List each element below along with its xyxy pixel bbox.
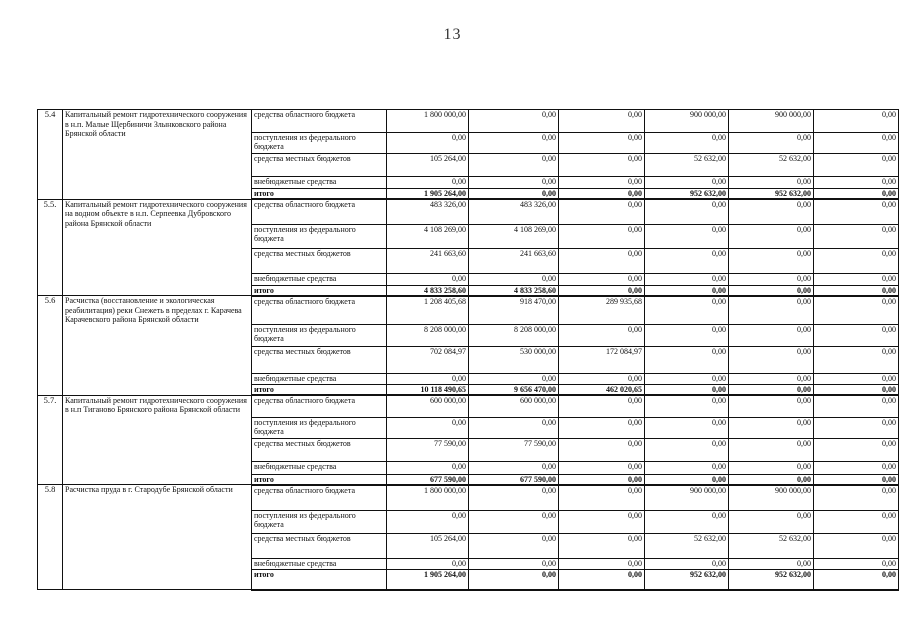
funding-source: средства местных бюджетов (252, 248, 387, 273)
amount-cell: 0,00 (469, 374, 559, 385)
amount-cell: 241 663,60 (387, 248, 469, 273)
table-row (38, 199, 899, 224)
amount-cell: 0,00 (814, 474, 899, 485)
amount-cell: 0,00 (729, 285, 814, 296)
amount-cell: 0,00 (814, 534, 899, 559)
amount-cell: 483 326,00 (469, 199, 559, 224)
amount-cell: 0,00 (469, 417, 559, 438)
amount-cell: 0,00 (729, 461, 814, 474)
amount-cell: 0,00 (559, 461, 645, 474)
amount-cell: 0,00 (559, 559, 645, 570)
funding-source: средства областного бюджета (252, 485, 387, 511)
amount-cell: 0,00 (814, 570, 899, 590)
amount-cell: 52 632,00 (645, 534, 729, 559)
amount-cell: 952 632,00 (729, 570, 814, 590)
amount-cell: 0,00 (387, 417, 469, 438)
amount-cell: 0,00 (645, 559, 729, 570)
amount-cell: 1 208 405,68 (387, 296, 469, 325)
amount-cell: 952 632,00 (729, 189, 814, 200)
amount-cell: 0,00 (559, 374, 645, 385)
amount-cell: 0,00 (645, 248, 729, 273)
funding-source: внебюджетные средства (252, 374, 387, 385)
amount-cell: 0,00 (814, 110, 899, 133)
funding-source: итого (252, 285, 387, 296)
amount-cell: 52 632,00 (729, 534, 814, 559)
amount-cell: 0,00 (469, 559, 559, 570)
amount-cell: 0,00 (559, 474, 645, 485)
amount-cell: 0,00 (814, 461, 899, 474)
amount-cell: 0,00 (559, 248, 645, 273)
amount-cell: 0,00 (814, 296, 899, 325)
amount-cell: 0,00 (814, 325, 899, 347)
amount-cell: 4 108 269,00 (387, 224, 469, 248)
amount-cell: 0,00 (729, 177, 814, 189)
amount-cell: 0,00 (814, 285, 899, 296)
amount-cell: 0,00 (645, 347, 729, 374)
amount-cell: 0,00 (814, 395, 899, 417)
amount-cell: 8 208 000,00 (469, 325, 559, 347)
amount-cell: 702 084,97 (387, 347, 469, 374)
amount-cell: 0,00 (729, 417, 814, 438)
amount-cell: 0,00 (729, 559, 814, 570)
amount-cell: 0,00 (469, 273, 559, 285)
amount-cell: 0,00 (469, 534, 559, 559)
amount-cell: 0,00 (469, 189, 559, 200)
amount-cell: 900 000,00 (645, 485, 729, 511)
amount-cell: 0,00 (469, 177, 559, 189)
amount-cell: 0,00 (559, 395, 645, 417)
funding-source: итого (252, 189, 387, 200)
section-name: Расчистка пруда в г. Стародубе Брянской области (63, 485, 252, 590)
amount-cell: 0,00 (469, 461, 559, 474)
amount-cell: 0,00 (469, 570, 559, 590)
amount-cell: 0,00 (559, 325, 645, 347)
amount-cell: 4 108 269,00 (469, 224, 559, 248)
funding-source: поступления из федерального бюджета (252, 417, 387, 438)
amount-cell: 0,00 (645, 325, 729, 347)
funding-source: итого (252, 570, 387, 590)
amount-cell: 462 020,65 (559, 385, 645, 396)
amount-cell: 4 833 258,60 (387, 285, 469, 296)
amount-cell: 0,00 (814, 224, 899, 248)
amount-cell: 0,00 (559, 110, 645, 133)
funding-source: средства местных бюджетов (252, 154, 387, 177)
amount-cell: 0,00 (559, 485, 645, 511)
amount-cell: 0,00 (729, 385, 814, 396)
amount-cell: 0,00 (729, 325, 814, 347)
amount-cell: 241 663,60 (469, 248, 559, 273)
amount-cell: 0,00 (814, 385, 899, 396)
amount-cell: 0,00 (814, 177, 899, 189)
amount-cell: 77 590,00 (469, 438, 559, 461)
amount-cell: 0,00 (645, 417, 729, 438)
amount-cell: 0,00 (469, 133, 559, 154)
amount-cell: 0,00 (645, 285, 729, 296)
funding-source: внебюджетные средства (252, 559, 387, 570)
amount-cell: 0,00 (469, 511, 559, 534)
amount-cell: 0,00 (729, 374, 814, 385)
amount-cell: 0,00 (814, 559, 899, 570)
amount-cell: 0,00 (559, 224, 645, 248)
amount-cell: 289 935,68 (559, 296, 645, 325)
amount-cell: 677 590,00 (387, 474, 469, 485)
amount-cell: 0,00 (814, 485, 899, 511)
amount-cell: 105 264,00 (387, 534, 469, 559)
amount-cell: 1 905 264,00 (387, 189, 469, 200)
amount-cell: 0,00 (729, 511, 814, 534)
amount-cell: 0,00 (729, 248, 814, 273)
table-row (38, 485, 899, 511)
amount-cell: 0,00 (729, 474, 814, 485)
amount-cell: 0,00 (814, 133, 899, 154)
amount-cell: 530 000,00 (469, 347, 559, 374)
amount-cell: 0,00 (559, 438, 645, 461)
table-row (38, 296, 899, 325)
amount-cell: 0,00 (729, 296, 814, 325)
amount-cell: 10 118 490,65 (387, 385, 469, 396)
amount-cell: 0,00 (645, 474, 729, 485)
table-body (38, 110, 899, 590)
amount-cell: 0,00 (387, 461, 469, 474)
table-row (38, 110, 899, 133)
section-number: 5.6 (38, 296, 63, 396)
amount-cell: 0,00 (469, 485, 559, 511)
amount-cell: 0,00 (729, 133, 814, 154)
amount-cell: 0,00 (645, 296, 729, 325)
funding-source: внебюджетные средства (252, 177, 387, 189)
section-name: Расчистка (восстановление и экологическая реабилитация) реки Снежеть в пределах г. Карачева Карачевского района Брянской области (63, 296, 252, 396)
amount-cell: 9 656 470,00 (469, 385, 559, 396)
amount-cell: 900 000,00 (729, 110, 814, 133)
amount-cell: 0,00 (645, 385, 729, 396)
amount-cell: 0,00 (559, 199, 645, 224)
amount-cell: 0,00 (645, 199, 729, 224)
amount-cell: 0,00 (559, 154, 645, 177)
amount-cell: 0,00 (645, 395, 729, 417)
amount-cell: 0,00 (645, 511, 729, 534)
funding-source: средства областного бюджета (252, 110, 387, 133)
amount-cell: 0,00 (729, 347, 814, 374)
amount-cell: 1 800 000,00 (387, 110, 469, 133)
funding-source: поступления из федерального бюджета (252, 133, 387, 154)
amount-cell: 4 833 258,60 (469, 285, 559, 296)
amount-cell: 0,00 (559, 133, 645, 154)
amount-cell: 0,00 (645, 133, 729, 154)
amount-cell: 0,00 (645, 374, 729, 385)
amount-cell: 0,00 (559, 189, 645, 200)
amount-cell: 0,00 (814, 374, 899, 385)
amount-cell: 0,00 (729, 273, 814, 285)
amount-cell: 0,00 (814, 273, 899, 285)
funding-source: внебюджетные средства (252, 461, 387, 474)
amount-cell: 952 632,00 (645, 189, 729, 200)
amount-cell: 0,00 (559, 534, 645, 559)
amount-cell: 0,00 (387, 511, 469, 534)
funding-source: поступления из федерального бюджета (252, 511, 387, 534)
amount-cell: 105 264,00 (387, 154, 469, 177)
amount-cell: 0,00 (814, 347, 899, 374)
section-number: 5.5. (38, 199, 63, 296)
amount-cell: 0,00 (814, 438, 899, 461)
amount-cell: 172 084,97 (559, 347, 645, 374)
funding-source: средства областного бюджета (252, 296, 387, 325)
section-name: Капитальный ремонт гидротехнического сооружения в н.п Тиганово Брянского района Брянской области (63, 395, 252, 485)
amount-cell: 952 632,00 (645, 570, 729, 590)
amount-cell: 52 632,00 (729, 154, 814, 177)
amount-cell: 600 000,00 (469, 395, 559, 417)
amount-cell: 52 632,00 (645, 154, 729, 177)
amount-cell: 0,00 (729, 395, 814, 417)
amount-cell: 0,00 (729, 199, 814, 224)
amount-cell: 900 000,00 (645, 110, 729, 133)
amount-cell: 0,00 (814, 511, 899, 534)
section-name: Капитальный ремонт гидротехнического сооружения в н.п. Малые Щербиничи Злынковского района Брянской области (63, 110, 252, 200)
section-number: 5.7. (38, 395, 63, 485)
budget-table (37, 109, 899, 591)
amount-cell: 1 905 264,00 (387, 570, 469, 590)
funding-source: поступления из федерального бюджета (252, 325, 387, 347)
amount-cell: 0,00 (729, 224, 814, 248)
amount-cell: 0,00 (559, 570, 645, 590)
amount-cell: 0,00 (645, 177, 729, 189)
amount-cell: 0,00 (645, 461, 729, 474)
amount-cell: 8 208 000,00 (387, 325, 469, 347)
section-name: Капитальный ремонт гидротехнического сооружения на водном объекте в н.п. Серпеевка Дубровского района Брянской области (63, 199, 252, 296)
funding-source: средства местных бюджетов (252, 534, 387, 559)
funding-source: итого (252, 385, 387, 396)
funding-source: поступления из федерального бюджета (252, 224, 387, 248)
funding-source: итого (252, 474, 387, 485)
amount-cell: 0,00 (387, 374, 469, 385)
amount-cell: 0,00 (645, 438, 729, 461)
amount-cell: 900 000,00 (729, 485, 814, 511)
amount-cell: 0,00 (645, 273, 729, 285)
funding-source: средства областного бюджета (252, 395, 387, 417)
amount-cell: 0,00 (387, 133, 469, 154)
amount-cell: 0,00 (645, 224, 729, 248)
page-number: 13 (443, 26, 462, 43)
amount-cell: 918 470,00 (469, 296, 559, 325)
amount-cell: 0,00 (559, 511, 645, 534)
amount-cell: 0,00 (814, 248, 899, 273)
amount-cell: 483 326,00 (387, 199, 469, 224)
amount-cell: 0,00 (559, 417, 645, 438)
table-row (38, 395, 899, 417)
funding-source: средства местных бюджетов (252, 438, 387, 461)
amount-cell: 600 000,00 (387, 395, 469, 417)
amount-cell: 0,00 (469, 110, 559, 133)
amount-cell: 0,00 (814, 199, 899, 224)
amount-cell: 0,00 (729, 438, 814, 461)
amount-cell: 0,00 (559, 285, 645, 296)
section-number: 5.8 (38, 485, 63, 590)
amount-cell: 0,00 (387, 177, 469, 189)
amount-cell: 0,00 (814, 417, 899, 438)
amount-cell: 1 800 000,00 (387, 485, 469, 511)
funding-source: средства местных бюджетов (252, 347, 387, 374)
funding-source: средства областного бюджета (252, 199, 387, 224)
amount-cell: 677 590,00 (469, 474, 559, 485)
funding-source: внебюджетные средства (252, 273, 387, 285)
amount-cell: 0,00 (559, 177, 645, 189)
amount-cell: 0,00 (559, 273, 645, 285)
amount-cell: 0,00 (387, 559, 469, 570)
amount-cell: 0,00 (814, 189, 899, 200)
amount-cell: 77 590,00 (387, 438, 469, 461)
amount-cell: 0,00 (469, 154, 559, 177)
section-number: 5.4 (38, 110, 63, 200)
amount-cell: 0,00 (387, 273, 469, 285)
amount-cell: 0,00 (814, 154, 899, 177)
